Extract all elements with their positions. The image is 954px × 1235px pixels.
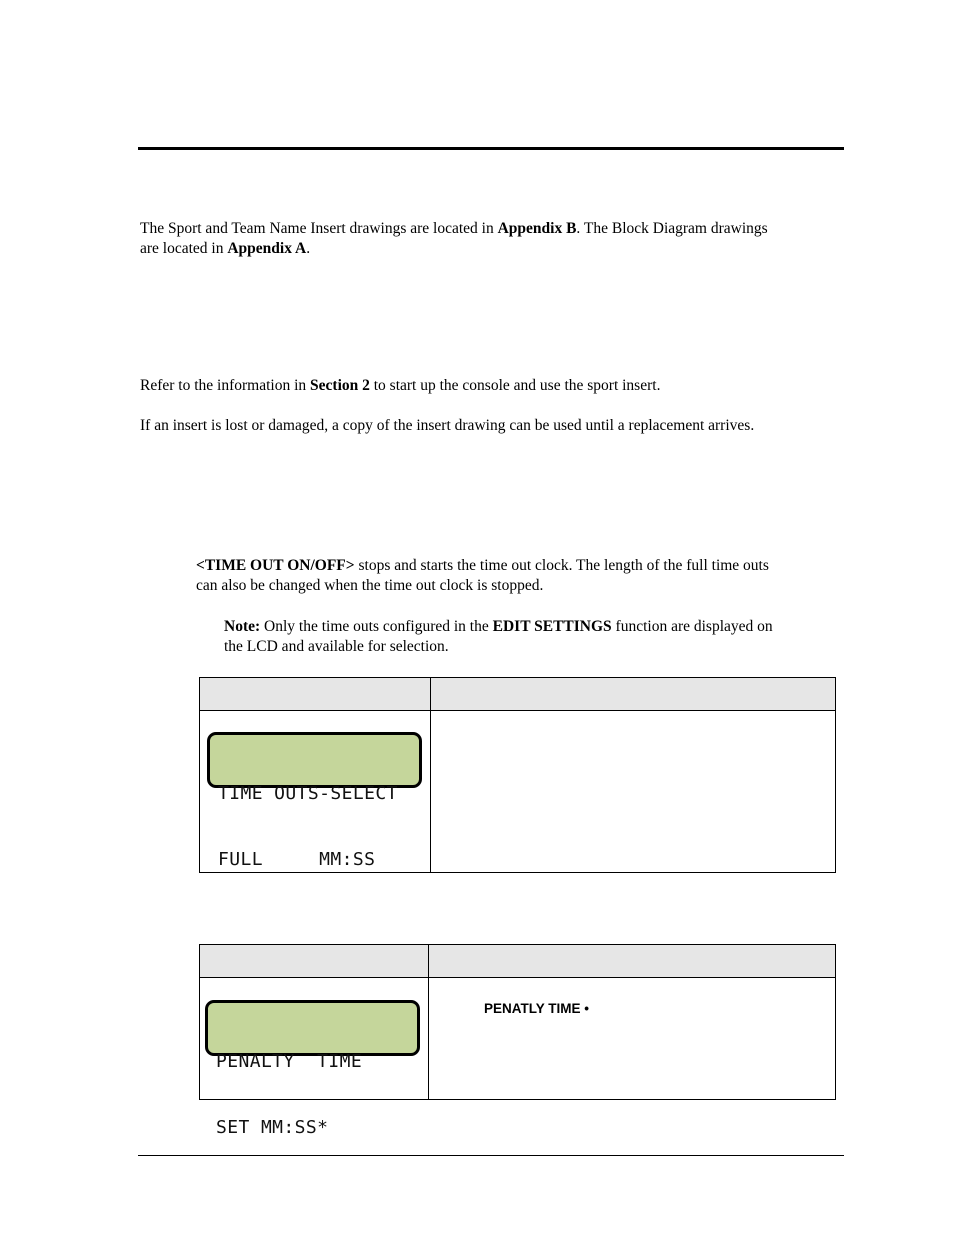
top-rule [138,147,844,150]
insert-lost-paragraph [140,416,754,436]
text: . The Block Diagram drawings [576,220,768,237]
column-divider [430,678,431,872]
text: can also be changed when the time out clock is stopped. [196,577,544,594]
lcd-display-time-outs [207,732,422,870]
text: Refer to the information in [140,377,311,394]
bottom-rule [138,1155,844,1156]
lcd-line-1: PENALTY TIME [216,1051,363,1072]
penalty-time-label: PENATLY TIME • [484,1001,589,1016]
intro-paragraph [140,219,768,259]
text: are located in [140,240,228,257]
text: function are displayed on [611,618,773,635]
section-2-ref: Section 2 [310,377,370,394]
table-header [200,678,835,711]
time-out-key-label: <TIME OUT ON/OFF> [196,557,355,574]
text: The Sport and Team Name Insert drawings are located in [140,220,498,237]
note-label: Note: [224,618,261,635]
lcd-line-1: TIME OUTS-SELECT [218,783,398,804]
startup-paragraph [140,376,660,396]
text: Only the time outs configured in the [260,618,493,635]
text: the LCD and available for selection. [224,638,449,655]
text: . [306,240,311,257]
edit-settings-ref: EDIT SETTINGS [492,618,612,635]
appendix-b-ref: Appendix B [497,220,577,237]
note-paragraph [224,617,773,657]
lcd-display-penalty-time [205,1000,420,1138]
appendix-a-ref: Appendix A [227,240,307,257]
lcd-line-2: FULL MM:SS [218,849,376,870]
text: to start up the console and use the sport insert. [369,377,661,394]
timeout-paragraph [196,556,769,596]
text: stops and starts the time out clock. The length of the full time outs [354,557,769,574]
column-divider [428,945,429,1099]
lcd-line-2: SET MM:SS* [216,1117,329,1138]
table-header [200,945,835,978]
text: If an insert is lost or damaged, a copy of the insert drawing can be used until a replacement arrives. [140,417,755,434]
